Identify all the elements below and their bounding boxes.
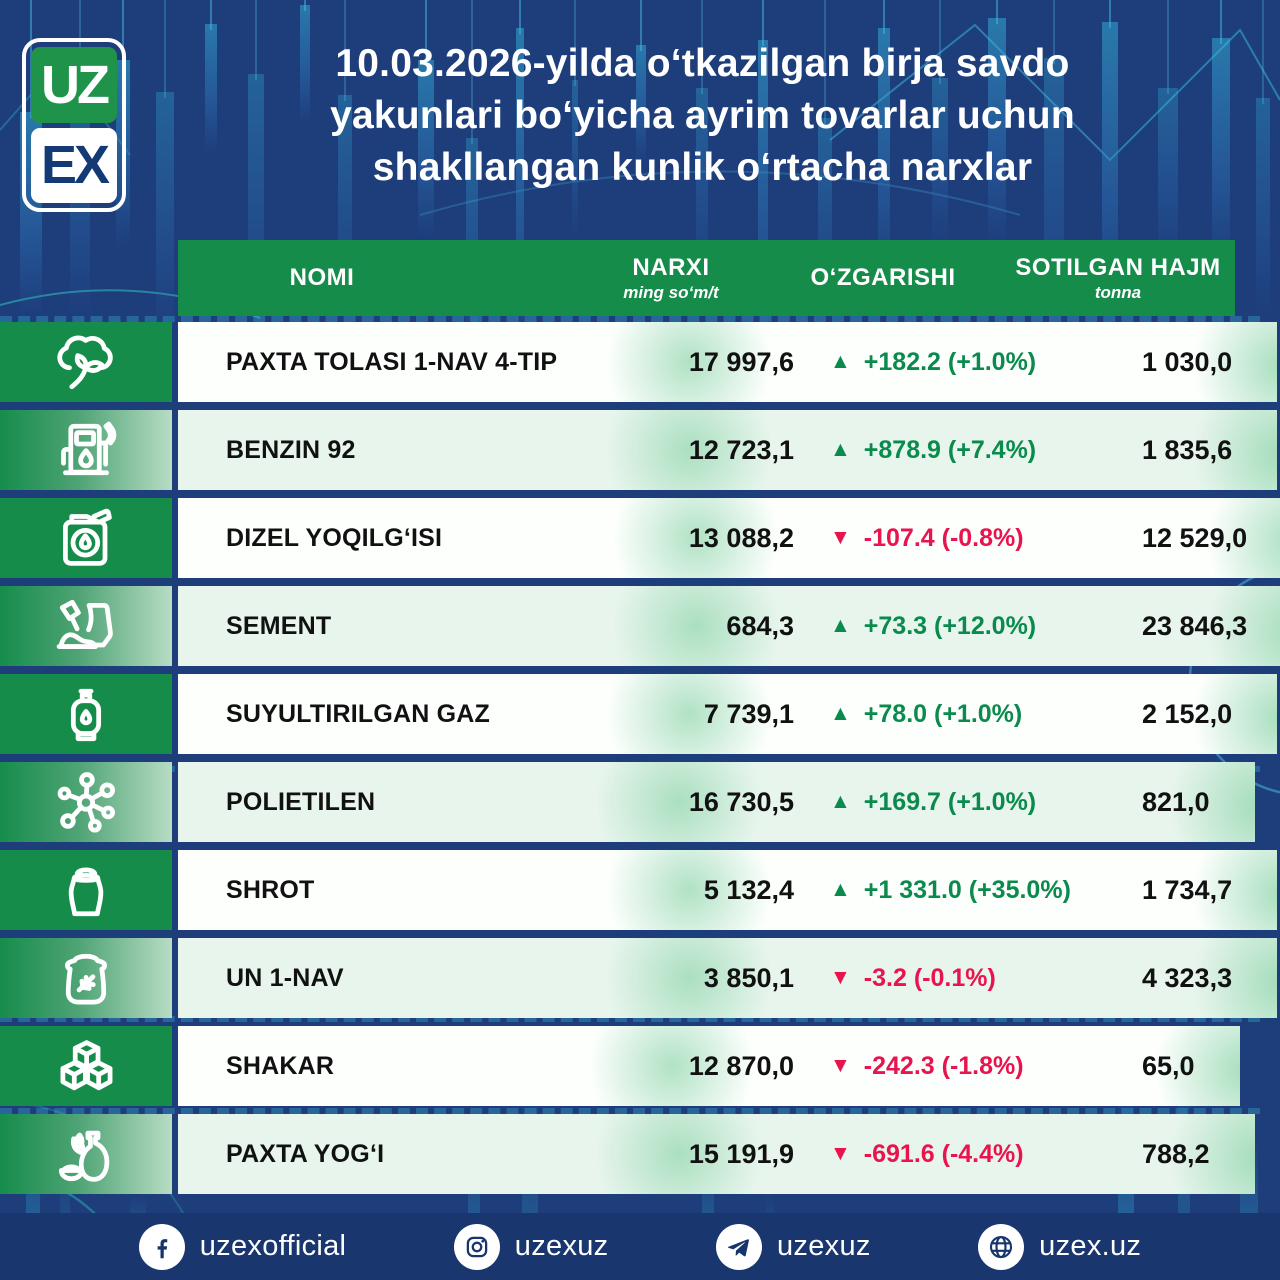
sack-icon [0,850,172,930]
change-cell [794,876,1142,905]
table-row [0,762,1235,842]
flour-bag-icon [0,938,172,1018]
change-value: +878.9 (+7.4%) [863,435,1037,464]
header-hajm-unit: tonna [1094,282,1142,302]
table-row-body [178,850,1277,930]
decor-candle-wick [1109,0,1111,28]
change-cell [794,964,1142,993]
facebook-label: uzexofficial [199,1230,347,1262]
change-cell [794,524,1142,553]
oil-jug-icon [0,1114,172,1194]
instagram-label: uzexuz [514,1230,609,1262]
table-row-body [178,1026,1240,1106]
table-header [178,240,1235,316]
volume-value: 4 323,3 [1142,962,1233,993]
price-value: 12 723,1 [688,434,794,465]
website-label: uzex.uz [1039,1230,1142,1262]
footer-bar [0,1213,1280,1280]
volume-value: 821,0 [1142,786,1210,817]
decor-candle [1256,98,1270,318]
trend-arrow-icon: ▼ [830,1142,851,1165]
table-row-body [178,1114,1255,1194]
logo-top-text: UZ [31,47,117,123]
change-value: +1 331.0 (+35.0%) [863,875,1071,904]
cement-icon [0,586,172,666]
commodity-name: UN 1-NAV [226,963,344,992]
volume-value: 1 734,7 [1142,874,1233,905]
decor-candle-wick [210,0,212,30]
change-cell [794,436,1142,465]
commodity-name: DIZEL YOQILG‘ISI [226,523,443,552]
volume-value: 12 529,0 [1142,522,1248,553]
header-nomi: NOMI [289,264,355,291]
price-value: 15 191,9 [688,1138,794,1169]
trend-arrow-icon: ▲ [830,438,851,461]
volume-value: 23 846,3 [1142,610,1248,641]
change-value: +78.0 (+1.0%) [863,699,1023,728]
header-narxi-unit: ming so‘m/t [623,282,719,302]
volume-value: 65,0 [1142,1050,1195,1081]
change-value: -3.2 (-0.1%) [863,963,996,992]
table-row [0,674,1235,754]
header-ozgarishi: O‘ZGARISHI [810,264,956,291]
decor-candle-wick [304,0,306,11]
facebook-link[interactable] [139,1224,347,1270]
commodity-name: POLIETILEN [226,787,376,816]
table-row-body [178,762,1255,842]
price-value: 17 997,6 [688,346,794,377]
table-row-body [178,410,1277,490]
telegram-label: uzexuz [776,1230,871,1262]
change-value: +169.7 (+1.0%) [863,787,1037,816]
gas-cylinder-icon [0,674,172,754]
change-cell [794,788,1142,817]
volume-value: 1 835,6 [1142,434,1233,465]
table-row [0,410,1235,490]
trend-arrow-icon: ▲ [830,614,851,637]
uzex-logo [22,38,126,212]
trend-arrow-icon: ▲ [830,790,851,813]
jerrycan-icon [0,498,172,578]
commodity-name: PAXTA YOG‘I [226,1139,385,1168]
trend-arrow-icon: ▲ [830,350,851,373]
change-value: -691.6 (-4.4%) [863,1139,1024,1168]
volume-value: 1 030,0 [1142,346,1233,377]
change-cell [794,612,1142,641]
title-line-3: shakllangan kunlik o‘rtacha narxlar [372,146,1033,189]
commodity-name: PAXTA TOLASI 1-NAV 4-TIP [226,347,558,376]
decor-candle-wick [996,0,998,24]
commodity-name: SHROT [226,875,315,904]
facebook-icon [139,1224,185,1270]
telegram-link[interactable] [716,1224,871,1270]
price-value: 7 739,1 [703,698,794,729]
trend-arrow-icon: ▼ [830,1054,851,1077]
trend-arrow-icon: ▲ [830,878,851,901]
decor-candle [1212,38,1230,268]
change-cell [794,1052,1142,1081]
sugar-cubes-icon [0,1026,172,1106]
trend-arrow-icon: ▼ [830,526,851,549]
table-row [0,498,1248,578]
volume-value: 788,2 [1142,1138,1210,1169]
decor-candle-wick [1262,0,1264,104]
title-line-1: 10.03.2026-yilda o‘tkazilgan birja savdo [335,42,1070,85]
table-row [0,586,1248,666]
website-link[interactable] [978,1224,1141,1270]
decor-candle-wick [1220,0,1222,44]
price-value: 684,3 [726,610,794,641]
change-value: +182.2 (+1.0%) [863,347,1037,376]
trend-arrow-icon: ▲ [830,702,851,725]
globe-icon [978,1224,1024,1270]
table-row-body [178,586,1280,666]
volume-value: 2 152,0 [1142,698,1233,729]
header-narxi: NARXI ming so‘m/t [521,240,821,316]
telegram-icon [716,1224,762,1270]
change-value: -242.3 (-1.8%) [863,1051,1024,1080]
decor-candle-wick [164,0,166,98]
commodity-name: SEMENT [226,611,332,640]
header-sotilgan-hajm: SOTILGAN HAJM tonna [993,240,1243,316]
logo-bottom-text: EX [31,128,117,204]
price-value: 16 730,5 [688,786,794,817]
price-value: 5 132,4 [703,874,794,905]
molecule-icon [0,762,172,842]
table-row-body [178,322,1277,402]
price-value: 13 088,2 [688,522,794,553]
table-row-body [178,498,1280,578]
change-value: +73.3 (+12.0%) [863,611,1037,640]
instagram-icon [454,1224,500,1270]
price-value: 3 850,1 [703,962,794,993]
table-rows [0,322,1248,1194]
title-line-2: yakunlari bo‘yicha ayrim tovarlar uchun [330,94,1075,137]
cotton-icon [0,322,172,402]
change-cell [794,700,1142,729]
change-cell [794,1140,1142,1169]
table-row-body [178,938,1277,1018]
table-row [0,1114,1235,1194]
fuel-pump-icon [0,410,172,490]
commodity-name: SUYULTIRILGAN GAZ [226,699,491,728]
commodity-name: SHAKAR [226,1051,335,1080]
change-value: -107.4 (-0.8%) [863,523,1024,552]
change-cell [794,348,1142,377]
page-title [210,38,1195,194]
price-value: 12 870,0 [688,1050,794,1081]
trend-arrow-icon: ▼ [830,966,851,989]
table-row [0,322,1235,402]
instagram-link[interactable] [454,1224,609,1270]
commodity-name: BENZIN 92 [226,435,356,464]
decor-candle-wick [519,0,521,34]
table-row [0,850,1235,930]
price-table [0,240,1248,1202]
decor-candle-wick [883,0,885,34]
table-row [0,938,1235,1018]
table-row-body [178,674,1277,754]
table-row [0,1026,1235,1106]
